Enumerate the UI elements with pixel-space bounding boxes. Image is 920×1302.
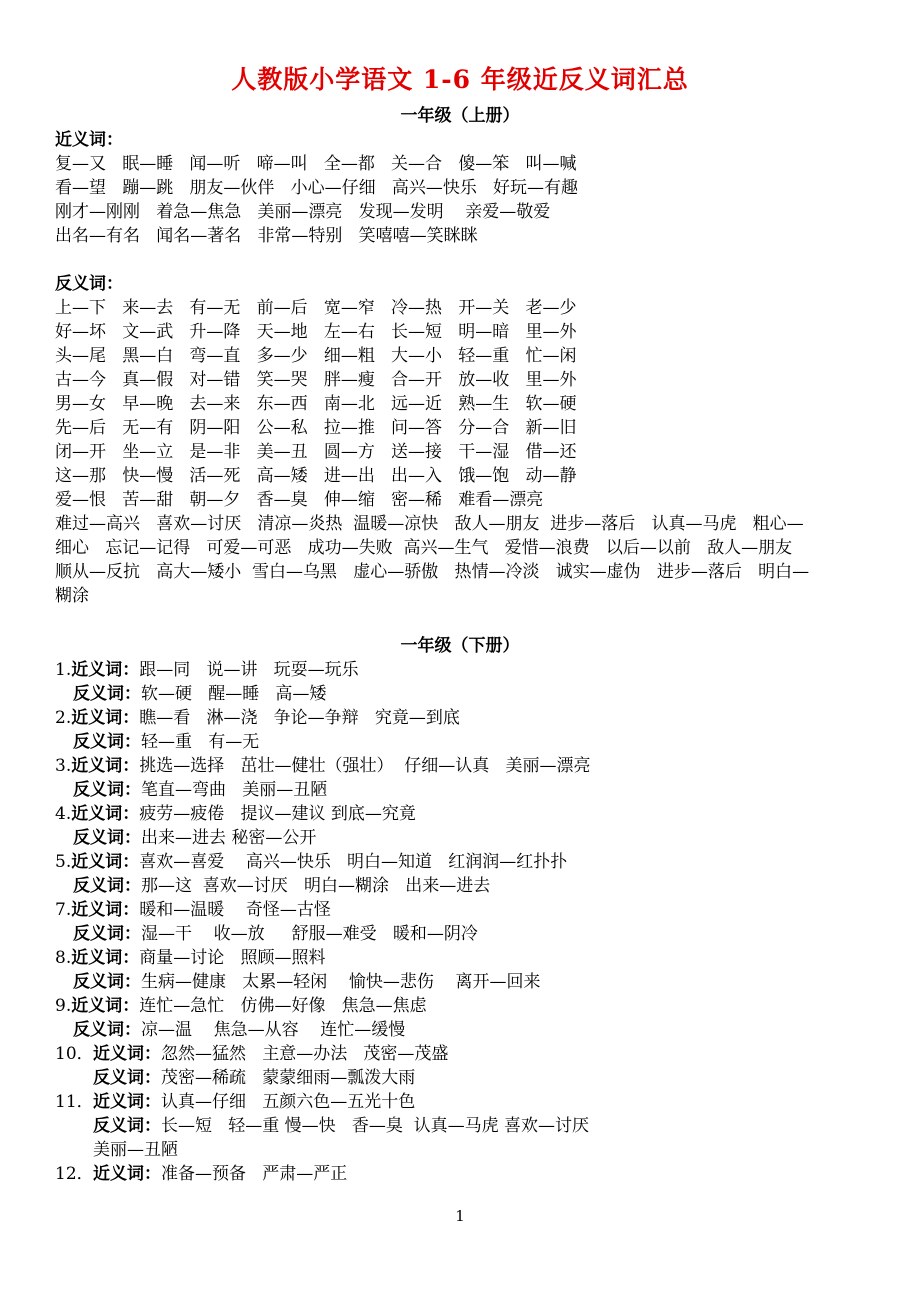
antonym-line: 古—今 真—假 对—错 笑—哭 胖—瘦 合—开 放—收 里—外 bbox=[55, 370, 577, 390]
word-type-label: 反义词： bbox=[73, 780, 141, 800]
word-type-label: 反义词： bbox=[93, 1116, 161, 1136]
word-pairs: 那—这 喜欢—讨厌 明白—糊涂 出来—进去 bbox=[141, 876, 491, 896]
lesson-number: 9. bbox=[55, 996, 72, 1016]
word-pairs: 出来—进去 秘密—公开 bbox=[141, 828, 317, 848]
lesson-item-row bbox=[55, 946, 325, 970]
lesson-item-row bbox=[55, 754, 590, 778]
lesson-item-row bbox=[73, 826, 316, 850]
word-type-label: 反义词： bbox=[73, 924, 141, 944]
word-type-label: 近义词： bbox=[71, 852, 140, 872]
word-pairs: 准备—预备 严肃—严正 bbox=[161, 1164, 348, 1184]
synonym-line: 出名—有名 闻名—著名 非常—特别 笑嘻嘻—笑眯眯 bbox=[55, 226, 478, 246]
lesson-number: 8. bbox=[55, 948, 72, 968]
word-type-label: 反义词： bbox=[93, 1068, 161, 1088]
section-heading-grade1-lower: 一年级（下册） bbox=[400, 636, 520, 656]
lesson-item-row bbox=[73, 970, 540, 994]
word-type-label: 反义词： bbox=[73, 972, 141, 992]
synonyms-label: 近义词： bbox=[55, 130, 123, 150]
word-pairs: 美丽—丑陋 bbox=[93, 1140, 178, 1160]
word-pairs: 轻—重 有—无 bbox=[141, 732, 260, 752]
word-pairs: 认真—仔细 五颜六色—五光十色 bbox=[161, 1092, 416, 1112]
word-type-label: 近义词： bbox=[71, 756, 140, 776]
word-pairs: 凉—温 焦急—从容 连忙—缓慢 bbox=[141, 1020, 406, 1040]
lesson-number: 3. bbox=[55, 756, 72, 776]
word-type-label: 近义词： bbox=[71, 660, 140, 680]
word-pairs: 忽然—猛然 主意—办法 茂密—茂盛 bbox=[161, 1044, 449, 1064]
lesson-item-row bbox=[55, 850, 567, 874]
word-type-label: 反义词： bbox=[73, 876, 141, 896]
word-pairs: 笔直—弯曲 美丽—丑陋 bbox=[141, 780, 328, 800]
word-type-label: 反义词： bbox=[73, 828, 141, 848]
antonym-line: 细心 忘记—记得 可爱—可恶 成功—失败 高兴—生气 爱惜—浪费 以后—以前 敌人—朋友 bbox=[55, 538, 793, 558]
word-pairs: 疲劳—疲倦 提议—建议 到底—究竟 bbox=[139, 804, 416, 824]
word-pairs: 湿—干 收—放 舒服—难受 暖和—阴冷 bbox=[141, 924, 478, 944]
word-type-label: 近义词： bbox=[71, 900, 140, 920]
lesson-number: 11． bbox=[55, 1092, 94, 1112]
lesson-item-row bbox=[73, 778, 327, 802]
lesson-number: 7. bbox=[55, 900, 72, 920]
synonym-line: 复—又 眠—睡 闻—听 啼—叫 全—都 关—合 傻—笨 叫—喊 bbox=[55, 154, 577, 174]
antonym-line: 顺从—反抗 高大—矮小 雪白—乌黑 虚心—骄傲 热情—冷淡 诚实—虚伪 进步—落后 明白— bbox=[55, 562, 810, 582]
lesson-number: 4. bbox=[55, 804, 72, 824]
antonym-line: 先—后 无—有 阴—阳 公—私 拉—推 问—答 分—合 新—旧 bbox=[55, 418, 577, 438]
word-pairs: 软—硬 醒—睡 高—矮 bbox=[141, 684, 327, 704]
lesson-item-row bbox=[73, 730, 259, 754]
antonym-line: 难过—高兴 喜欢—讨厌 清凉—炎热 温暖—凉快 敌人—朋友 进步—落后 认真—马虎 粗心— bbox=[55, 514, 804, 534]
word-pairs: 商量—讨论 照顾—照料 bbox=[139, 948, 326, 968]
lesson-item-row bbox=[55, 1162, 347, 1186]
document-title: 人教版小学语文 1-6 年级近反义词汇总 bbox=[231, 65, 689, 94]
lesson-number: 1. bbox=[55, 660, 72, 680]
word-type-label: 反义词： bbox=[73, 1020, 141, 1040]
word-type-label: 近义词： bbox=[93, 1092, 161, 1112]
antonym-line: 糊涂 bbox=[55, 586, 89, 606]
lesson-item-row bbox=[55, 1090, 415, 1114]
word-type-label: 近义词： bbox=[93, 1164, 161, 1184]
lesson-item-row bbox=[73, 874, 490, 898]
word-pairs: 跟—同 说—讲 玩耍—玩乐 bbox=[139, 660, 359, 680]
lesson-item-row bbox=[55, 994, 427, 1018]
antonyms-label: 反义词： bbox=[55, 274, 123, 294]
word-type-label: 近义词： bbox=[71, 996, 140, 1016]
word-type-label: 近义词： bbox=[71, 708, 140, 728]
antonym-line: 上—下 来—去 有—无 前—后 宽—窄 冷—热 开—关 老—少 bbox=[55, 298, 577, 318]
word-type-label: 近义词： bbox=[71, 804, 140, 824]
antonym-line: 闭—开 坐—立 是—非 美—丑 圆—方 送—接 干—湿 借—还 bbox=[55, 442, 577, 462]
antonym-line: 头—尾 黑—白 弯—直 多—少 细—粗 大—小 轻—重 忙—闲 bbox=[55, 346, 577, 366]
lesson-number: 2. bbox=[55, 708, 72, 728]
lesson-item-row bbox=[55, 706, 460, 730]
word-type-label: 近义词： bbox=[71, 948, 140, 968]
lesson-number: 5. bbox=[55, 852, 72, 872]
lesson-item-row bbox=[93, 1138, 178, 1162]
word-type-label: 反义词： bbox=[73, 732, 141, 752]
word-pairs: 连忙—急忙 仿佛—好像 焦急—焦虑 bbox=[139, 996, 427, 1016]
word-pairs: 喜欢—喜爱 高兴—快乐 明白—知道 红润润—红扑扑 bbox=[139, 852, 568, 872]
lesson-number: 12． bbox=[55, 1164, 94, 1184]
lesson-item-row bbox=[93, 1066, 415, 1090]
lesson-item-row bbox=[55, 658, 359, 682]
word-type-label: 反义词： bbox=[73, 684, 141, 704]
word-pairs: 暖和—温暖 奇怪—古怪 bbox=[139, 900, 331, 920]
word-type-label: 近义词： bbox=[93, 1044, 161, 1064]
word-pairs: 生病—健康 太累—轻闲 愉快—悲伤 离开—回来 bbox=[141, 972, 541, 992]
lesson-item-row bbox=[73, 1018, 405, 1042]
synonym-line: 看—望 蹦—跳 朋友—伙伴 小心—仔细 高兴—快乐 好玩—有趣 bbox=[55, 178, 579, 198]
antonym-line: 这—那 快—慢 活—死 高—矮 进—出 出—入 饿—饱 动—静 bbox=[55, 466, 577, 486]
lesson-number: 10． bbox=[55, 1044, 94, 1064]
antonym-line: 爱—恨 苦—甜 朝—夕 香—臭 伸—缩 密—稀 难看—漂亮 bbox=[55, 490, 544, 510]
lesson-item-row bbox=[55, 898, 331, 922]
lesson-item-row bbox=[55, 802, 416, 826]
word-pairs: 长—短 轻—重 慢—快 香—臭 认真—马虎 喜欢—讨厌 bbox=[161, 1116, 590, 1136]
antonym-line: 男—女 早—晚 去—来 东—西 南—北 远—近 熟—生 软—硬 bbox=[55, 394, 577, 414]
synonym-line: 刚才—刚刚 着急—焦急 美丽—漂亮 发现—发明 亲爱—敬爱 bbox=[55, 202, 551, 222]
lesson-item-row bbox=[73, 682, 326, 706]
section-heading-grade1-upper: 一年级（上册） bbox=[400, 106, 520, 126]
word-pairs: 茂密—稀疏 蒙蒙细雨—瓢泼大雨 bbox=[161, 1068, 416, 1088]
word-pairs: 挑选—选择 茁壮—健壮（强壮） 仔细—认真 美丽—漂亮 bbox=[139, 756, 591, 776]
antonym-line: 好—坏 文—武 升—降 天—地 左—右 长—短 明—暗 里—外 bbox=[55, 322, 577, 342]
lesson-item-row bbox=[93, 1114, 589, 1138]
lesson-item-row bbox=[55, 1042, 448, 1066]
lesson-item-row bbox=[73, 922, 478, 946]
page-number: 1 bbox=[455, 1207, 465, 1225]
word-pairs: 瞧—看 淋—浇 争论—争辩 究竟—到底 bbox=[139, 708, 460, 728]
